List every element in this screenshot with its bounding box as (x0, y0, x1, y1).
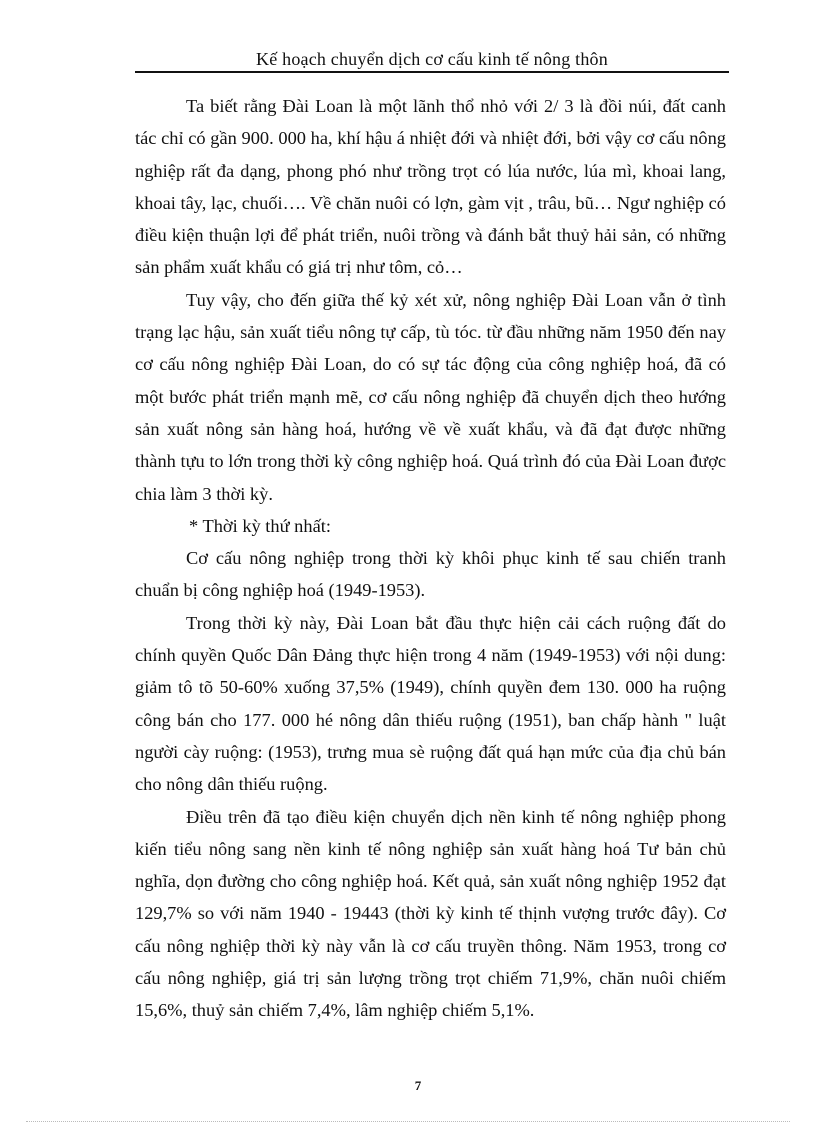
paragraph-results: Điều trên đã tạo điều kiện chuyển dịch nền kinh tế nông nghiệp phong kiến tiểu nông sang nền kinh tế nông nghiệp sản xuất hàng hoá Tư bản chủ nghĩa, dọn đường cho công nghiệp hoá. Kết quả, sản xuất nông nghiệp 1952 đạt 129,7% so với năm 1940 - 19443 (thời kỳ kinh tế thịnh vượng trước đây). Cơ cấu nông nghiệp thời kỳ này vẫn là cơ cấu truyền thông. Năm 1953, trong cơ cấu nông nghiệp, giá trị sản lượng trồng trọt chiếm 71,9%, chăn nuôi chiếm 15,6%, thuỷ sản chiếm 7,4%, lâm nghiệp chiếm 5,1%. (135, 806, 726, 1021)
header-divider (135, 71, 729, 73)
section-heading-first-period: * Thời kỳ thứ nhất: (189, 515, 331, 536)
running-header: Kế hoạch chuyển dịch cơ cấu kinh tế nông thôn (256, 49, 608, 69)
document-body (135, 90, 726, 1027)
paragraph-taiwan-overview: Ta biết rằng Đài Loan là một lãnh thổ nhỏ với 2/ 3 là đồi núi, đất canh tác chỉ có gần 900. 000 ha, khí hậu á nhiệt đới và nhiệt đới, bởi vậy cơ cấu nông nghiệp rất đa dạng, phong phó như trồng trọt có lúa nước, lúa mì, khoai lang, khoai tây, lạc, chuối…. Về chăn nuôi có lợn, gàm vịt , trâu, bũ… Ngư nghiệp có điều kiện thuận lợi để phát triển, nuôi trồng và đánh bắt thuỷ hải sản, có những sản phẩm xuất khẩu có giá trị như tôm, cỏ… (135, 96, 726, 278)
page-bottom-border (26, 1121, 790, 1122)
paragraph-development: Tuy vậy, cho đến giữa thế kỷ xét xử, nông nghiệp Đài Loan vẫn ở tình trạng lạc hậu, sản xuất tiểu nông tự cấp, tù tóc. từ đầu những năm 1950 đến nay cơ cấu nông nghiệp Đài Loan, do có sự tác động của công nghiệp hoá, đã có một bước phát triển mạnh mẽ, cơ cấu nông nghiệp đã chuyển dịch theo hướng sản xuất nông sản hàng hoá, hướng về về xuất khẩu, và đã đạt được những thành tựu to lớn trong thời kỳ công nghiệp hoá. Quá trình đó của Đài Loan được chia làm 3 thời kỳ. (135, 289, 727, 504)
paragraph-first-period-intro: Cơ cấu nông nghiệp trong thời kỳ khôi phục kinh tế sau chiến tranh chuẩn bị công nghiệp hoá (1949-1953). (135, 548, 726, 601)
page-number: 7 (414, 1078, 422, 1093)
paragraph-land-reform: Trong thời kỳ này, Đài Loan bắt đầu thực hiện cải cách ruộng đất do chính quyền Quốc Dân Đảng thực hiện trong 4 năm (1949-1953) với nội dung: giảm tô tõ 50-60% xuống 37,5% (1949), chính quyền đem 130. 000 ha ruộng công bán cho 177. 000 hé nông dân thiếu ruộng (1951), ban chấp hành " luật người cày ruộng: (1953), trưng mua sè ruộng đất quá hạn mức của địa chủ bán cho nông dân thiếu ruộng. (135, 612, 726, 795)
